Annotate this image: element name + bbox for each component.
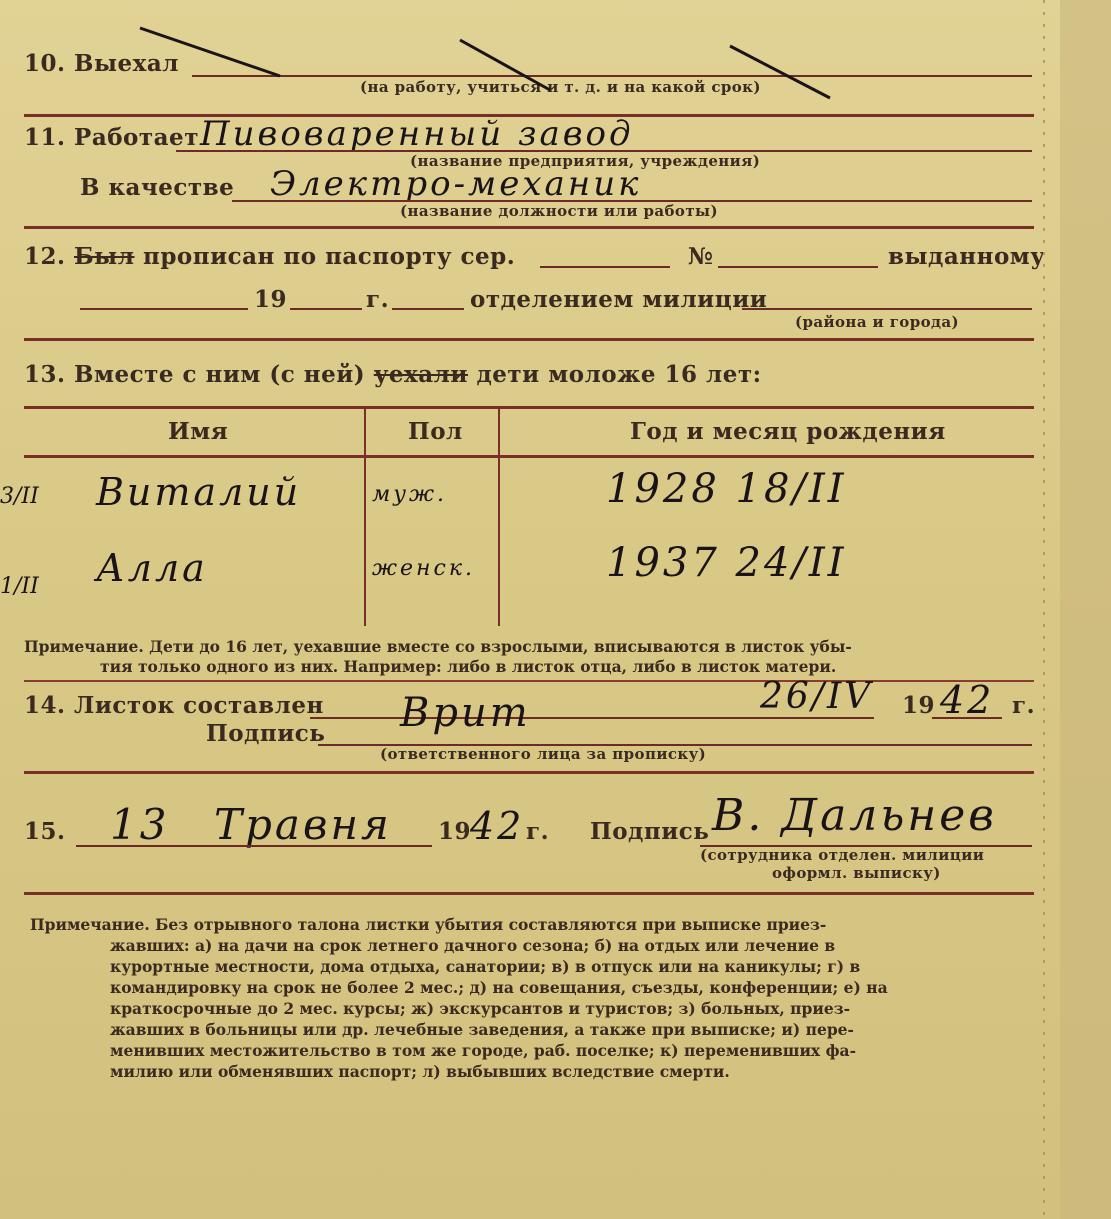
row15-date-line xyxy=(76,845,432,847)
note2-line7: менивших местожительство в том же городе, раб. поселке; к) переменивших фа- xyxy=(110,1041,857,1060)
child-1-sex: муж. xyxy=(372,482,448,507)
row12-year-suffix: г. xyxy=(366,286,390,313)
row12-number-line xyxy=(718,266,878,268)
row13-struck-word: уехали xyxy=(373,361,468,388)
row15-year-prefix: 19 xyxy=(438,818,472,845)
row14-label: 14. Листок составлен xyxy=(24,692,324,719)
row12-series-line xyxy=(540,266,670,268)
row11-role-caption: (название должности или работы) xyxy=(400,202,718,220)
row12-num: 12. xyxy=(24,243,66,270)
row13-num: 13. xyxy=(24,361,66,388)
row12-date-line xyxy=(80,308,248,310)
row15-year-value: 42 xyxy=(470,804,525,848)
note1-line1: Примечание. Дети до 16 лет, уехавшие вместе со взрослыми, вписываются в листок убы- xyxy=(24,637,852,656)
note2-line3: курортные местности, дома отдыха, санатории; в) в отпуск или на каникулы; г) в xyxy=(110,957,861,976)
note1-line2: тия только одного из них. Например: либо в листок отца, либо в листок матери. xyxy=(100,657,837,676)
child-1-margin-mark: 3/II xyxy=(0,484,39,509)
table-col-divider-2 xyxy=(498,408,500,626)
row14-year-line xyxy=(932,717,1002,719)
row12-issued: выданному xyxy=(888,243,1046,270)
note2-line8: милию или обменявших паспорт; л) выбывших вследствие смерти. xyxy=(110,1062,730,1081)
row12-no-label: № xyxy=(688,243,714,270)
row14-year-value: 42 xyxy=(940,678,995,722)
col-header-sex: Пол xyxy=(408,418,463,445)
row14-sign-label: Подпись xyxy=(206,720,326,747)
row13-text2: дети моложе 16 лет: xyxy=(476,361,762,388)
perforated-edge xyxy=(1040,0,1111,1219)
row14-year-prefix: 19 xyxy=(902,692,936,719)
row12-line1 xyxy=(24,243,515,270)
child-2-margin-mark: 1/II xyxy=(0,574,39,599)
row13-line xyxy=(24,361,762,388)
row12-dept: отделением милиции xyxy=(470,286,768,313)
table-top-rule xyxy=(24,406,1034,409)
note2-line2: жавших: а) на дачи на срок летнего дачного сезона; б) на отдых или лечение в xyxy=(110,936,836,955)
row11-role-label: В качестве xyxy=(80,174,235,201)
row11-work-caption: (название предприятия, учреждения) xyxy=(410,152,761,170)
row12-caption: (района и города) xyxy=(795,313,960,331)
separator-12 xyxy=(24,338,1034,341)
row14-year-suffix: г. xyxy=(1012,692,1036,719)
child-2-name: Алла xyxy=(96,546,208,590)
row15-num: 15. xyxy=(24,818,66,845)
child-2-sex: женск. xyxy=(372,556,475,581)
row15-sign-label: Подпись xyxy=(590,818,710,845)
row15-year-suffix: г. xyxy=(526,818,550,845)
note2-line1: Примечание. Без отрывного талона листки убытия составляются при выписке приез- xyxy=(30,915,827,934)
separator-14 xyxy=(24,771,1034,774)
row12-dept-line xyxy=(742,308,1032,310)
row15-sign-value: В. Дальнев xyxy=(712,790,997,841)
row12-year-line xyxy=(290,308,362,310)
row13-text1: Вместе с ним (с ней) xyxy=(74,361,366,388)
child-1-name: Виталий xyxy=(96,470,302,514)
row15-month: Травня xyxy=(214,800,392,849)
table-col-divider-1 xyxy=(364,408,366,626)
row12-struck-word: Был xyxy=(74,243,135,270)
table-header-rule xyxy=(24,455,1034,458)
row11-label: 11. Работает xyxy=(24,124,199,151)
row12-year-prefix: 19 xyxy=(254,286,288,313)
row11-work-value: Пивоваренный завод xyxy=(200,114,634,154)
row14-date-value: 26/IV xyxy=(760,676,874,717)
separator-note1 xyxy=(24,680,1034,682)
row12-text: прописан по паспорту сер. xyxy=(142,243,516,270)
row15-caption2: оформл. выписку) xyxy=(772,864,941,882)
row14-date-line xyxy=(310,717,874,719)
note2-line5: краткосрочные до 2 мес. курсы; ж) экскурсантов и туристов; з) больных, приез- xyxy=(110,999,851,1018)
row14-sign-value: Врит xyxy=(400,690,531,736)
row15-caption1: (сотрудника отделен. милиции xyxy=(700,846,985,864)
row15-day: 13 xyxy=(110,800,170,849)
row14-caption: (ответственного лица за прописку) xyxy=(380,745,707,763)
col-header-date: Год и месяц рождения xyxy=(630,418,946,445)
row10-cancel-strokes xyxy=(130,18,1030,108)
child-1-date: 1928 18/II xyxy=(606,466,847,512)
separator-11 xyxy=(24,226,1034,229)
row11-role-value: Электро-механик xyxy=(270,164,642,204)
separator-15 xyxy=(24,892,1034,895)
row10-label: 10. Выехал xyxy=(24,50,179,77)
row12-gap-line xyxy=(392,308,464,310)
note2-line6: жавших в больницы или др. лечебные заведения, а также при выписке; и) пере- xyxy=(110,1020,854,1039)
row10-caption: (на работу, учиться и т. д. и на какой срок) xyxy=(360,78,761,96)
note2-line4: командировку на срок не более 2 мес.; д) на совещания, съезды, конференции; е) на xyxy=(110,978,888,997)
col-header-name: Имя xyxy=(168,418,229,445)
child-2-date: 1937 24/II xyxy=(606,540,847,586)
